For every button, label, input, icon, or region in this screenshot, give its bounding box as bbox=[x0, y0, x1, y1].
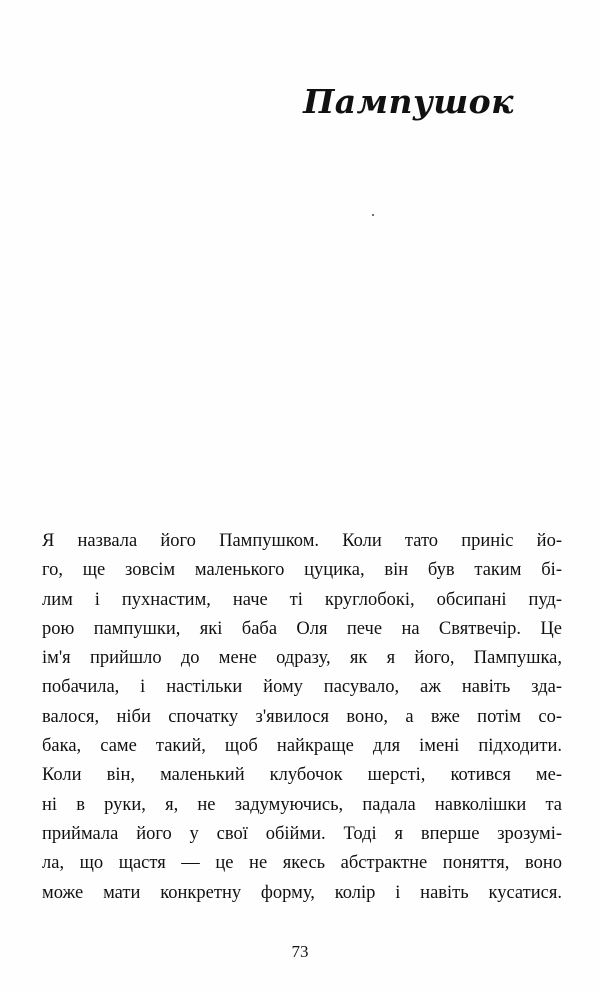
text-line: ла, що щастя — це не якесь абстрактне поняття, воно bbox=[42, 853, 562, 874]
text-line: побачила, і настільки йому пасувало, аж навіть зда- bbox=[42, 677, 562, 698]
text-line: ім'я прийшло до мене одразу, як я його, Пампушка, bbox=[42, 648, 562, 669]
body-paragraph bbox=[42, 527, 562, 908]
text-line: рою пампушки, які баба Оля пече на Святвечір. Це bbox=[42, 618, 562, 639]
chapter-title: Пампушок bbox=[303, 82, 514, 121]
text-line: бака, саме такий, щоб найкраще для імені підходити. bbox=[42, 736, 562, 757]
text-line: приймала його у свої обійми. Тоді я вперше зрозумі- bbox=[42, 823, 562, 844]
text-line: ні в руки, я, не задумуючись, падала навколішки та bbox=[42, 794, 562, 815]
text-line: Коли він, маленький клубочок шерсті, котився ме- bbox=[42, 765, 562, 786]
text-line: го, ще зовсім маленького цуцика, він був таким бі- bbox=[42, 560, 562, 581]
print-speck bbox=[372, 214, 374, 216]
text-line: лим і пухнастим, наче ті круглобокі, обсипані пуд- bbox=[42, 589, 562, 610]
page-number: 73 bbox=[291, 942, 309, 961]
text-line: може мати конкретну форму, колір і навіть кусатися. bbox=[42, 882, 562, 903]
text-line: Я назвала його Пампушком. Коли тато приніс йо- bbox=[42, 531, 562, 551]
text-line: валося, ніби спочатку з'явилося воно, а вже потім со- bbox=[42, 706, 562, 727]
